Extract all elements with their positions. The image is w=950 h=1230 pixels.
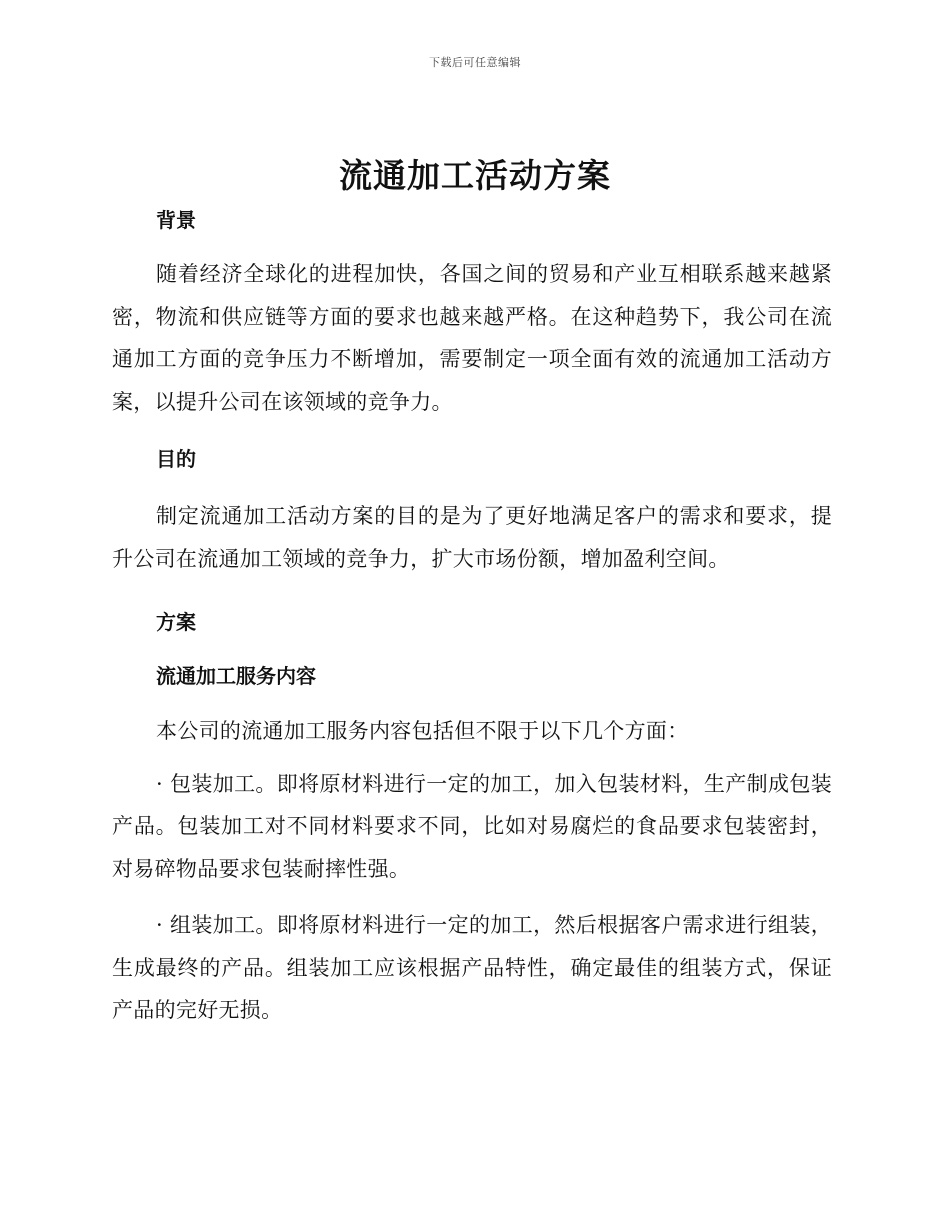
section-heading-background: 背景: [156, 208, 196, 232]
bullet-item-packaging: · 包装加工。即将原材料进行一定的加工，加入包装材料，生产制成包装产品。包装加工对不同材料要求不同，比如对易腐烂的食品要求包装密封，对易碎物品要求包装耐摔性强。: [112, 771, 832, 881]
document-body: [112, 200, 832, 1032]
subsection-heading-service: 流通加工服务内容: [156, 664, 316, 688]
service-intro-paragraph: 本公司的流通加工服务内容包括但不限于以下几个方面：: [156, 719, 689, 743]
document-title: 流通加工活动方案: [339, 156, 611, 195]
header-note: 下载后可任意编辑: [429, 56, 521, 69]
bullet-item-assembly: · 组装加工。即将原材料进行一定的加工，然后根据客户需求进行组装，生成最终的产品。组装加工应该根据产品特性，确定最佳的组装方式，保证产品的完好无损。: [112, 913, 832, 1022]
goal-paragraph: 制定流通加工活动方案的目的是为了更好地满足客户的需求和要求，提升公司在流通加工领域的竞争力，扩大市场份额，增加盈利空间。: [112, 504, 832, 571]
background-paragraph: 随着经济全球化的进程加快，各国之间的贸易和产业互相联系越来越紧密，物流和供应链等方面的要求也越来越严格。在这种趋势下，我公司在流通加工方面的竞争压力不断增加，需要制定一项全面有效的流通加工活动方案，以提升公司在该领域的竞争力。: [112, 262, 832, 414]
section-heading-plan: 方案: [156, 610, 196, 634]
section-heading-goal: 目的: [156, 447, 196, 471]
